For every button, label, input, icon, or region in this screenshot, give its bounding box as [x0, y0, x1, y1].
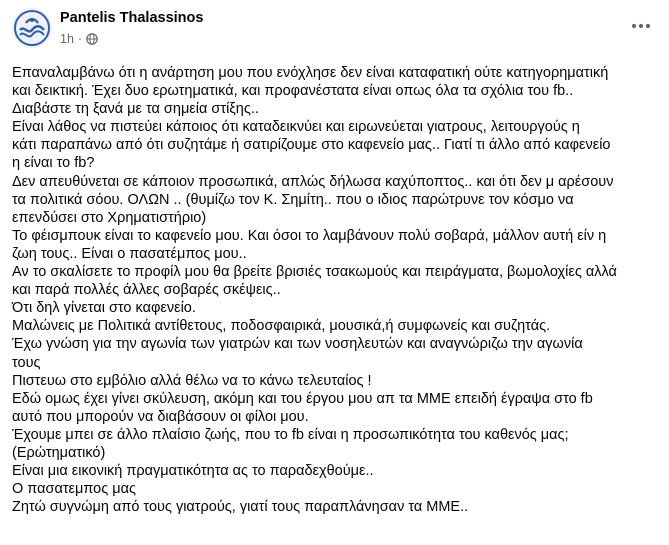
post-header: [12, 8, 657, 52]
post-text-line: Δεν απευθύνεται σε κάποιον προσωπικά, απλώς δήλωσα καχύποπτος.. και ότι δεν μ αρέσουν: [12, 173, 614, 190]
post-text-line: Αν το σκαλίσετε το προφίλ μου θα βρείτε βρισιές τσακωμούς και πειράγματα, βωμολοχίες αλλά: [12, 264, 617, 281]
avatar[interactable]: [12, 8, 52, 48]
post-text-line: Μαλώνεις με Πολιτικά αντίθετους, ποδοσφαιρικά, μουσικά,ή συμφωνείς και συζητάς.: [12, 318, 551, 335]
post-text-line: Έχω γνώση για την αγωνία των γιατρών και των νοσηλευτών και αναγνώριζω την αγωνία: [12, 336, 583, 353]
more-horizontal-icon: [631, 23, 651, 29]
post-text-line: Ο πασατεμπος μας: [12, 481, 136, 498]
author-name[interactable]: Pantelis Thalassinos: [60, 10, 204, 26]
post-text-line: κάτι παραπάνω από ότι συζητάμε ή σατιρίζουμε στο καφενείο μας.. Γιατί τι άλλο από καφενείο: [12, 137, 611, 154]
post-meta: [60, 31, 98, 47]
post-text-line: Διαβάστε τη ξανά με τα σημεία στίξης..: [12, 101, 259, 118]
post-text-line: Το φέισμπουκ είναι το καφενείο μου. Και όσοι το λαμβάνουν πολύ σοβαρά, μάλλον αυτή είν η: [12, 227, 607, 244]
globe-icon: [86, 33, 98, 45]
meta-separator: ·: [77, 32, 83, 46]
post-text-line: αυτό που μπορούν να διαβάσουν οι φίλοι μου.: [12, 408, 309, 425]
post-text: [12, 64, 657, 516]
post-text-line: η είναι το fb?: [12, 155, 95, 172]
post-text-line: και δεικτική. Έχει δυο ερωτηματικά, και προφανέστατα είναι οπως όλα τα σχόλια του fb..: [12, 83, 574, 100]
post-text-line: Επαναλαμβάνω ότι η ανάρτηση μου που ενόχλησε δεν είναι καταφατική ούτε κατηγορηματική: [12, 65, 609, 81]
post-text-line: Πιστευω στο εμβόλιο αλλά θέλω να το κάνω τελευταίος !: [12, 372, 372, 389]
more-options-button[interactable]: [625, 10, 657, 42]
post-text-line: τους: [12, 354, 41, 371]
post-text-line: επενδύσει στο Χρηματιστήριο): [12, 209, 207, 226]
post-text-line: Έχουμε μπει σε άλλο πλαίσιο ζωής, που το fb είναι η προσωπικότητα του καθενός μας;: [12, 426, 569, 443]
post-text-line: και παρά πολλές άλλες σοβαρές σκέψεις..: [12, 282, 281, 299]
post-text-line: ζωη τους.. Είναι ο πασατέμπος μου..: [12, 245, 247, 262]
post-text-line: Ζητώ συγνώμη από τους γιατρούς, γιατί τους παραπλάνησαν τα ΜΜΕ..: [12, 499, 469, 516]
post-text-line: Ότι δηλ γίνεται στο καφενείο.: [12, 300, 196, 317]
post-text-line: Είναι λάθος να πιστεύει κάποιος ότι καταδεικνύει και ειρωνεύεται γιατρους, λειτουργούς η: [12, 119, 580, 136]
post-text-line: (Ερώτηματικό): [12, 444, 106, 461]
post-text-line: Είναι μια εικονική πραγματικότητα ας το παραδεχθούμε..: [12, 463, 374, 480]
post-text-line: τα πολιτικά σόου. ΟΛΩΝ .. (θυμίζω τον Κ. Σημίτη.. που ο ιδιος παρώτρυνε τον κόσμο να: [12, 191, 574, 208]
avatar-logo-icon: [12, 8, 52, 48]
post-timestamp[interactable]: 1h: [60, 32, 74, 46]
post-text-line: Εδώ ομως έχει γίνει σκύλευση, ακόμη και του έργου μου απ τα ΜΜΕ επειδή έγραψα στο fb: [12, 390, 593, 407]
